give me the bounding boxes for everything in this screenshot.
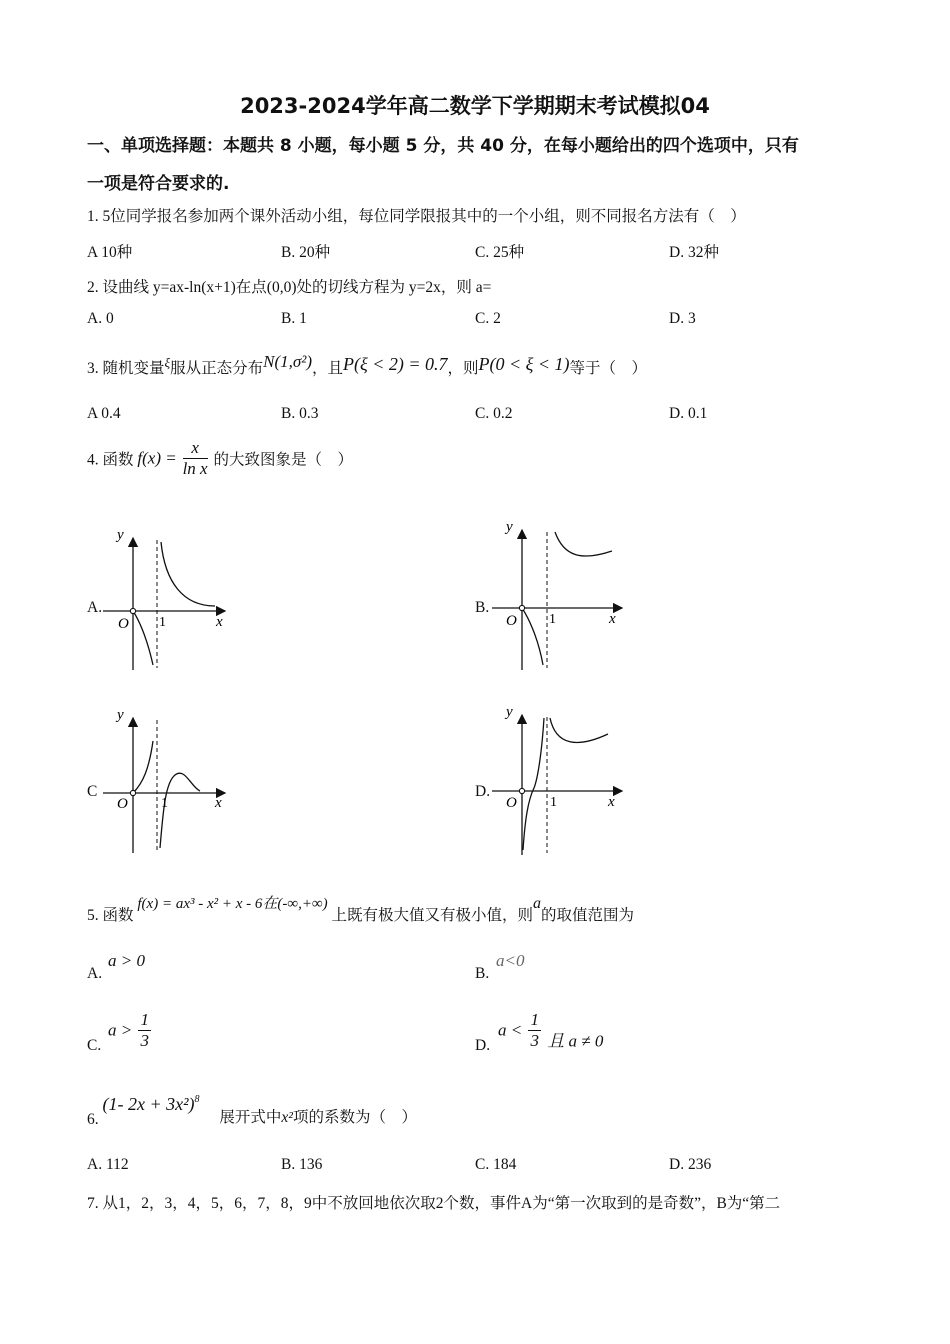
q4-graph-b[interactable] [492,515,632,675]
q4-option-a-label[interactable]: A. [87,599,103,616]
q4a-x-label: x [216,614,223,630]
q4-func-lhs: f(x) = [137,448,177,468]
page-title: 2023-2024学年高二数学下学期期末考试模拟04 [240,94,710,118]
q3-condition: P(ξ < 2) = 0.7 [343,354,448,374]
q4-graph-c[interactable] [103,703,243,858]
section-heading-line1: 一、单项选择题：本题共 8 小题，每小题 5 分，共 40 分，在每小题给出的四个选项中，只有 [87,136,799,156]
q1-option-a[interactable]: A 10种 [87,244,133,261]
question-5-stem [87,892,634,925]
q5-option-a-label[interactable]: A. [87,965,103,982]
q3-option-a[interactable]: A 0.4 [87,405,121,422]
q2-option-a[interactable]: A. 0 [87,310,114,327]
q4a-origin-label: O [118,616,129,632]
q1-option-d[interactable]: D. 32种 [669,244,719,261]
section-heading-line2: 一项是符合要求的. [87,174,230,194]
q3-mid1: 服从正态分布 [170,360,264,377]
q4c-tick-label: 1 [161,796,168,811]
q4d-origin-label: O [506,795,517,811]
q3-xi: ξ [164,355,171,370]
q6-label: 6. [87,1111,99,1128]
q3-option-d[interactable]: D. 0.1 [669,405,708,422]
q4-option-d-label[interactable]: D. [475,783,491,800]
q6-mid: 展开式中 [219,1109,282,1126]
q5-option-d-fraction [528,1010,541,1051]
q4-option-b-label[interactable]: B. [475,599,490,616]
q5-variable: a [533,895,542,912]
q5-suffix: 上既有极大值又有极小值，则 [331,907,534,924]
q6-option-c[interactable]: C. 184 [475,1156,517,1173]
q5-option-c-num: 1 [140,1010,149,1029]
q2-option-c[interactable]: C. 2 [475,310,501,327]
q5-option-c-fraction [138,1010,151,1051]
q6-exponent: 8 [194,1094,200,1105]
q5-prefix: 5. 函数 [87,907,134,924]
q5-option-d[interactable] [498,1010,603,1051]
q6-term: x² [281,1109,293,1126]
q5-option-d-den: 3 [530,1031,539,1050]
q5-option-d-rest: 且 a ≠ 0 [547,1031,604,1051]
q4-suffix: 的大致图象是（ ） [213,451,353,469]
q4c-x-label: x [215,795,222,811]
q3-option-b[interactable]: B. 0.3 [281,405,319,422]
q4b-origin-label: O [506,613,517,629]
q5-option-c[interactable] [108,1010,153,1051]
q1-option-b[interactable]: B. 20种 [281,244,331,261]
question-6-stem [87,1094,417,1129]
q5-option-d-num: 1 [530,1010,539,1029]
question-1-stem: 1. 5位同学报名参加两个课外活动小组，每位同学限报其中的一个小组，则不同报名方法有（ ） [87,208,746,225]
q5-option-d-label[interactable]: D. [475,1037,491,1054]
q6-option-b[interactable]: B. 136 [281,1156,323,1173]
q4c-y-label: y [117,707,124,723]
q3-distribution: N(1,σ²) [263,352,313,371]
q3-ask: P(0 < ξ < 1) [478,354,570,374]
q4-func-denominator: ln x [182,459,208,478]
q5-option-c-lhs: a > [108,1020,133,1040]
q4c-origin-label: O [117,796,128,812]
q5-function: f(x) = ax³ - x² + x - 6在(-∞,+∞) [137,896,328,912]
q4a-y-label: y [117,527,124,543]
q5-option-a[interactable]: a > 0 [108,951,145,970]
q5-option-c-den: 3 [140,1031,149,1050]
q3-option-c[interactable]: C. 0.2 [475,405,513,422]
q5-suffix2: 的取值范围为 [541,907,635,924]
q4-graph-a[interactable] [103,520,243,675]
q3-mid2: ，且 [312,360,344,377]
q4d-x-label: x [608,794,615,810]
question-4-stem [87,438,353,479]
q4b-y-label: y [506,519,513,535]
question-2-stem: 2. 设曲线 y=ax-ln(x+1)在点(0,0)处的切线方程为 y=2x，则 a= [87,279,492,296]
question-7-stem: 7. 从1，2，3，4，5，6，7，8，9中不放回地依次取2个数，事件A为“第一次取到的是奇数”，B为“第二 [87,1195,781,1212]
q4-func-fraction [183,438,208,479]
q1-option-c[interactable]: C. 25种 [475,244,525,261]
question-3-stem [87,352,647,378]
q5-option-b[interactable]: a<0 [496,951,525,970]
q3-suffix: 等于（ ） [569,360,648,377]
q6-expression: (1- 2x + 3x²) [102,1094,195,1114]
q6-option-a[interactable]: A. 112 [87,1156,129,1173]
q5-option-d-lhs: a < [498,1020,523,1040]
q4-prefix: 4. 函数 [87,451,134,469]
q4d-y-label: y [506,704,513,720]
q5-option-c-label[interactable]: C. [87,1037,102,1054]
q4-graph-d[interactable] [492,700,632,860]
q4-func-numerator: x [183,438,208,459]
q2-option-d[interactable]: D. 3 [669,310,696,327]
q6-option-d[interactable]: D. 236 [669,1156,712,1173]
q4a-tick-label: 1 [159,615,166,630]
q2-option-b[interactable]: B. 1 [281,310,307,327]
q4b-tick-label: 1 [549,612,556,627]
q3-mid3: ，则 [447,360,479,377]
q6-suffix: 项的系数为（ ） [292,1109,417,1126]
q3-prefix: 3. 随机变量 [87,360,165,377]
q4b-x-label: x [609,611,616,627]
q4-option-c-label[interactable]: C [87,783,98,800]
q5-option-b-label[interactable]: B. [475,965,490,982]
q4d-tick-label: 1 [550,795,557,810]
